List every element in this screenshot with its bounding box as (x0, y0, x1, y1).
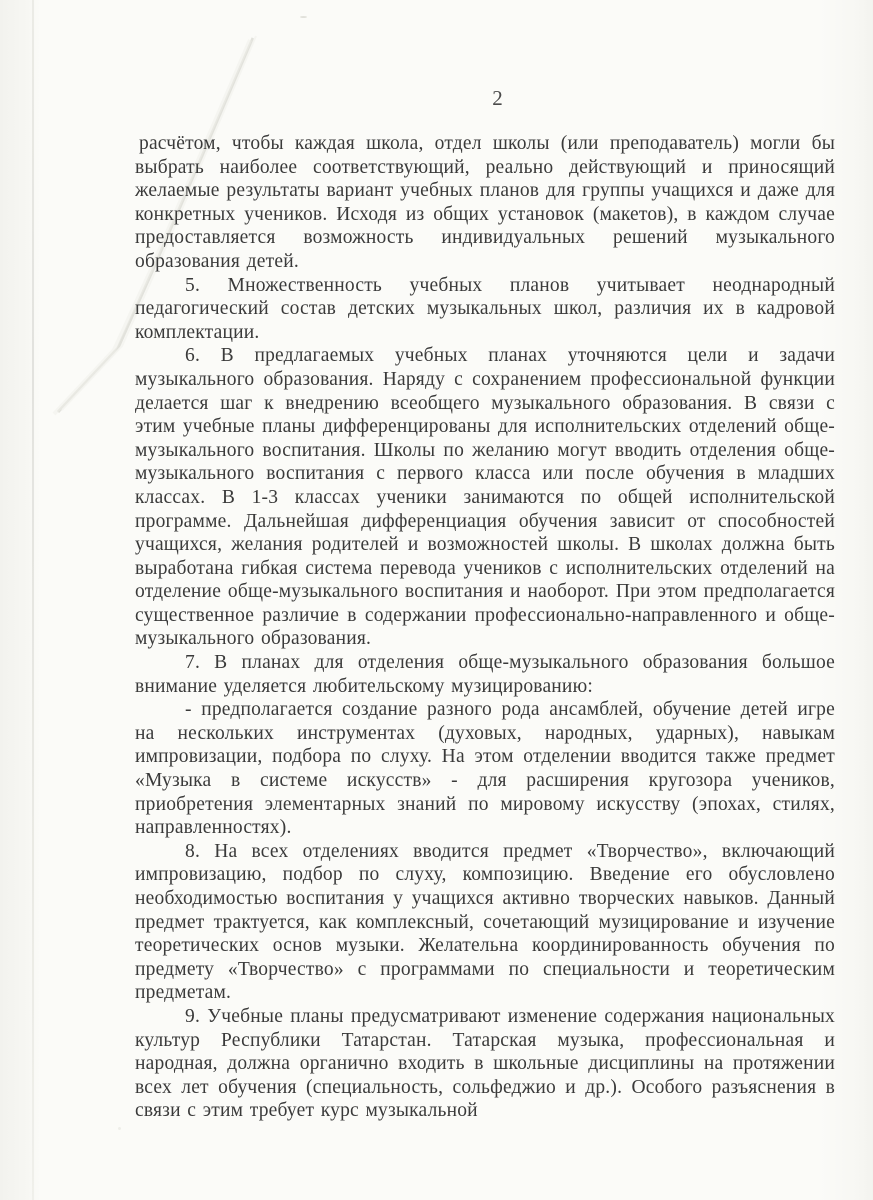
paragraph-2: 5. Множественность учебных планов учитывает неоднародный педагогический состав детских музыкальных школ, различия их в кадровой комплектации. (135, 274, 835, 343)
paragraph-7: 9. Учебные планы предусматривают изменение содержания национальных культур Республики Татарстан. Татарская музыка, профессиональная и народная, должна органично входить в школьные дисциплины на протяжении всех лет обучения (специальность, сольфеджио и др.). Особого разъяснения в связи с этим требует курс музыкальной (135, 1005, 835, 1122)
scan-speck (300, 16, 307, 18)
page-number: 2 (492, 86, 504, 110)
paragraph-1: расчётом, чтобы каждая школа, отдел школы (или преподаватель) могли бы выбрать наиболее соответствующий, реально действующий и приносящий желаемые результаты вариант учебных планов для группы учащихся и даже для конкретных учеников. Исходя из общих установок (макетов), в каждом случае предоставляется возможность индивидуальных решений музыкального образования детей. (135, 133, 835, 272)
document-body (135, 132, 835, 1123)
paragraph-6: 8. На всех отделениях вводится предмет «Творчество», включающий импровизацию, подбор по слуху, композицию. Введение его обусловлено необходимостью воспитания у учащихся активно творческих навыков. Данный предмет трактуется, как комплексный, сочетающий музицирование и изучение теоретических основ музыки. Желательна координированность обучения по предмету «Творчество» с программами по специальности и теоретическим предметам. (135, 840, 835, 1004)
paragraph-5: - предполагается создание разного рода ансамблей, обучение детей игре на нескольких инструментах (духовых, народных, ударных), навыкам импровизации, подбора по слуху. На этом отделении вводится также предмет «Музыка в системе искусств» - для расширения кругозора учеников, приобретения элементарных знаний по мировому искусству (эпохах, стилях, направленностях). (135, 699, 835, 839)
paragraph-4: 7. В планах для отделения обще-музыкального образования большое внимание уделяется любительскому музицированию: (135, 652, 835, 697)
paragraph-3: 6. В предлагаемых учебных планах уточняются цели и задачи музыкального образования. Наряду с сохранением профессиональной функции делается шаг к внедрению всеобщего музыкального образования. В связи с этим учебные планы дифференцированы для исполнительских отделений обще-музыкального воспитания. Школы по желанию могут вводить отделения обще-музыкального воспитания с первого класса или после обучения в младших классах. В 1-3 классах ученики занимаются по общей исполнительской программе. Дальнейшая дифференциация обучения зависит от способностей учащихся, желания родителей и возможностей школы. В школах должна быть выработана гибкая система перевода учеников с исполнительских отделений на отделение обще-музыкального воспитания и наоборот. При этом предполагается существенное различие в содержании профессионально-направленного и обще-музыкального образования. (135, 345, 835, 650)
scan-speck (118, 1127, 121, 1130)
page-edge-shadow (32, 0, 34, 1200)
